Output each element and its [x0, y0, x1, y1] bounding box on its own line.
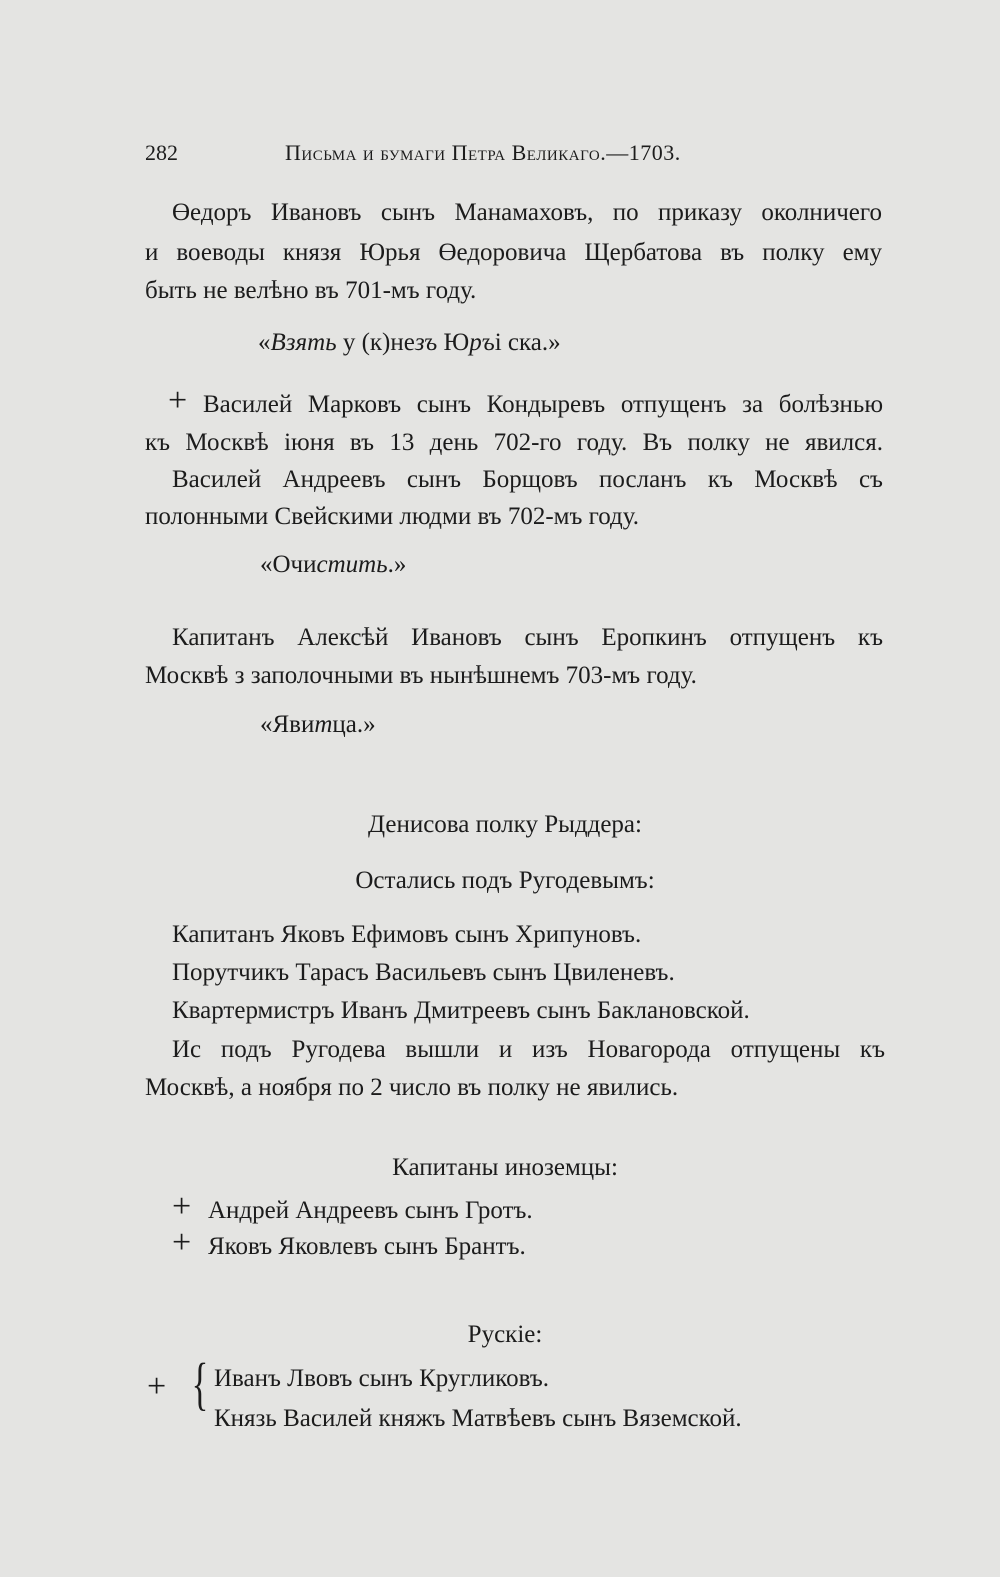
text-line: Порутчикъ Тарасъ Васильевъ сынъ Цвиленевъ.: [172, 959, 675, 986]
section-heading: Остались подъ Ругодевымъ:: [355, 867, 655, 894]
note-text: .»: [387, 551, 407, 578]
text-line: Капитанъ Яковъ Ефимовъ сынъ Хрипуновъ.: [172, 921, 642, 948]
note-text: Ю: [437, 329, 470, 356]
note-text: зъ: [414, 329, 438, 356]
text-line: Василей Марковъ сынъ Кондыревъ отпущенъ за болѣзнью: [203, 391, 883, 418]
note-text: ръ: [469, 329, 495, 356]
text-line: Квартермистръ Иванъ Дмитреевъ сынъ Баклановской.: [172, 997, 750, 1024]
note-text: «Очи: [260, 551, 317, 578]
page-number: 282: [145, 140, 178, 165]
cross-mark: +: [168, 382, 188, 419]
section-heading: Денисова полку Рыддера:: [368, 811, 642, 838]
text-line: Князь Василей княжъ Матвѣевъ сынъ Вяземской.: [214, 1405, 742, 1432]
note-text: ца.»: [332, 711, 376, 738]
note-text: т: [314, 711, 333, 738]
text-line: и воеводы князя Юрья Өедоровича Щербатова въ полку ему: [145, 239, 882, 266]
note-text: у (к)не: [336, 329, 415, 356]
text-line: Василей Андреевъ сынъ Борщовъ посланъ къ Москвѣ съ: [172, 466, 883, 493]
text-line: полонными Свейскими людми въ 702-мъ году.: [145, 503, 640, 530]
note-text: стить: [316, 551, 388, 578]
note-text: Взять: [270, 329, 337, 356]
text-line: Москвѣ, а ноября по 2 число въ полку не явились.: [145, 1074, 679, 1101]
text-line: Ис подъ Ругодева вышли и изъ Новагорода отпущены къ: [172, 1036, 885, 1063]
marginal-note: [260, 710, 376, 740]
note-text: .»: [541, 329, 561, 356]
note-text: «Яви: [260, 711, 315, 738]
text-line: Москвѣ з заполочными въ нынѣшнемъ 703-мъ году.: [145, 662, 697, 689]
text-line: Иванъ Лвовъ сынъ Кругликовъ.: [214, 1365, 549, 1392]
marginal-note: [260, 550, 406, 580]
cross-mark: +: [147, 1368, 167, 1405]
section-heading: Рускіе:: [467, 1321, 543, 1348]
cross-mark: +: [172, 1224, 192, 1261]
section-heading: Капитаны иноземцы:: [392, 1154, 618, 1181]
note-text: «: [258, 329, 271, 356]
text-line: Өедоръ Ивановъ сынъ Манамаховъ, по приказу околничего: [172, 199, 882, 226]
text-line: Яковъ Яковлевъ сынъ Брантъ.: [208, 1233, 526, 1260]
running-title: Письма и бумаги Петра Великаго.—1703.: [285, 140, 681, 165]
text-line: Капитанъ Алексѣй Ивановъ сынъ Еропкинъ отпущенъ къ: [172, 624, 883, 651]
cross-mark: +: [172, 1188, 192, 1225]
note-text: і ска: [494, 329, 542, 356]
text-line: быть не велѣно въ 701-мъ году.: [145, 277, 477, 304]
marginal-note: [258, 328, 561, 358]
text-line: Андрей Андреевъ сынъ Гротъ.: [208, 1197, 533, 1224]
text-line: къ Москвѣ іюня въ 13 день 702-го году. Въ полку не явился.: [145, 429, 883, 456]
brace-mark: {: [191, 1351, 209, 1416]
